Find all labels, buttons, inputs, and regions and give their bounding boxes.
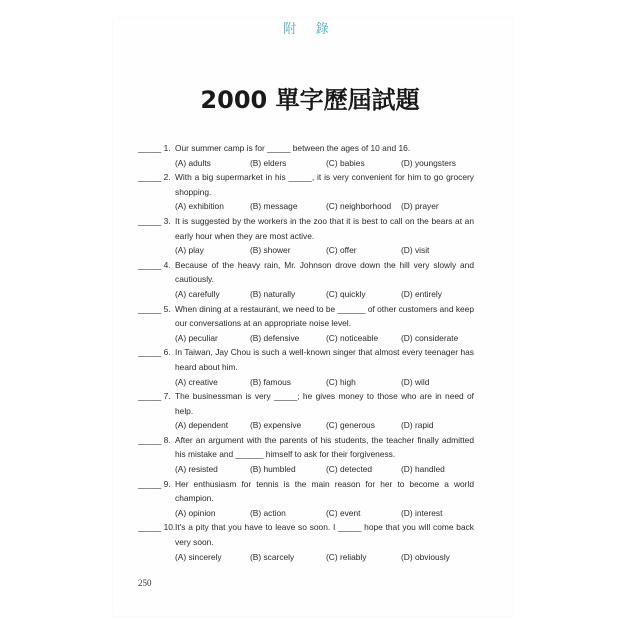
question-text: Her enthusiasm for tennis is the main reason for her to become a world champion.	[175, 478, 474, 504]
option-row	[175, 287, 474, 302]
option-row	[175, 243, 474, 258]
option-row	[175, 156, 474, 171]
option-c: (C) reliably	[326, 551, 367, 562]
option-b: (B) action	[250, 507, 286, 518]
option-c: (C) offer	[326, 245, 357, 256]
option-d: (D) wild	[401, 376, 430, 387]
question-text: The businessman is very _____; he gives money to those who are in need of help.	[175, 391, 474, 416]
question-number: _____ 4.	[138, 259, 171, 270]
question-text: With a big supermarket in his _____, it is very convenient for him to go grocery shopping.	[175, 172, 474, 197]
question-item	[138, 170, 474, 214]
question-number: _____ 6.	[138, 347, 171, 358]
question-number: _____ 5.	[138, 303, 171, 314]
option-a: (A) play	[175, 245, 204, 256]
option-d: (D) handled	[401, 464, 445, 475]
option-d: (D) rapid	[401, 420, 434, 431]
question-item	[138, 389, 474, 433]
option-c: (C) event	[326, 507, 361, 518]
option-a: (A) peculiar	[175, 332, 218, 343]
question-text: After an argument with the parents of his students, the teacher finally admitted his mistake and ______ himself to ask for their forgiveness.	[175, 434, 474, 460]
option-a: (A) sincerely	[175, 551, 222, 562]
option-row	[175, 506, 474, 521]
option-b: (B) scarcely	[250, 551, 295, 562]
question-item	[138, 258, 474, 302]
option-a: (A) carefully	[175, 288, 220, 299]
option-row	[175, 462, 474, 477]
option-a: (A) resisted	[175, 464, 218, 475]
option-d: (D) prayer	[401, 201, 439, 212]
option-row	[175, 199, 474, 214]
option-b: (B) famous	[250, 376, 291, 387]
option-c: (C) detected	[326, 464, 373, 475]
option-a: (A) opinion	[175, 507, 216, 518]
option-row	[175, 550, 474, 565]
option-b: (B) defensive	[250, 332, 300, 343]
option-row	[175, 375, 474, 390]
question-text: When dining at a restaurant, we need to be ______ of other customers and keep our conversations at an appropriate noise level.	[175, 303, 474, 329]
question-number: _____ 1.	[138, 143, 171, 153]
option-d: (D) youngsters	[401, 157, 456, 168]
option-c: (C) neighborhood	[326, 201, 392, 212]
question-number: _____ 9.	[138, 478, 171, 489]
question-number: _____ 8.	[138, 434, 171, 445]
option-b: (B) naturally	[250, 288, 296, 299]
option-c: (C) babies	[326, 157, 365, 168]
option-c: (C) quickly	[326, 288, 366, 299]
option-b: (B) message	[250, 201, 298, 212]
question-text: It's a pity that you have to leave so soon. I _____ hope that you will come back very soon.	[175, 522, 474, 548]
option-c: (C) high	[326, 376, 356, 387]
question-number: _____ 7.	[138, 391, 171, 402]
option-b: (B) humbled	[250, 464, 296, 475]
option-b: (B) elders	[250, 157, 287, 168]
option-b: (B) expensive	[250, 420, 302, 431]
question-number: _____ 3.	[138, 215, 171, 226]
page-title: 2000 單字歷屆試題	[200, 86, 420, 114]
question-item	[138, 520, 474, 564]
question-number: _____ 10.	[138, 522, 176, 533]
option-d: (D) entirely	[401, 288, 442, 299]
question-item	[138, 141, 474, 170]
option-a: (A) exhibition	[175, 201, 224, 212]
question-item	[138, 433, 474, 477]
question-list	[138, 141, 474, 564]
option-d: (D) obviously	[401, 551, 450, 562]
option-b: (B) shower	[250, 245, 291, 256]
question-text: Because of the heavy rain, Mr. Johnson drove down the hill very slowly and cautiously.	[175, 259, 474, 285]
question-text: It is suggested by the workers in the zoo that it is best to call on the bears at an early hour when they are most active.	[175, 215, 474, 241]
option-d: (D) visit	[401, 245, 430, 256]
option-c: (C) noticeable	[326, 332, 379, 343]
option-d: (D) interest	[401, 507, 443, 518]
question-item	[138, 345, 474, 389]
option-c: (C) generous	[326, 420, 375, 431]
option-row	[175, 331, 474, 346]
option-d: (D) considerate	[401, 332, 459, 343]
question-number: _____ 2.	[138, 172, 171, 183]
option-a: (A) adults	[175, 157, 211, 168]
option-row	[175, 418, 474, 433]
question-text: In Taiwan, Jay Chou is such a well-known singer that almost every teenager has heard about him.	[175, 347, 474, 372]
option-a: (A) creative	[175, 376, 218, 387]
question-item	[138, 214, 474, 258]
question-item	[138, 477, 474, 521]
option-a: (A) dependent	[175, 420, 229, 431]
question-item	[138, 302, 474, 346]
section-header: 附 錄	[283, 21, 337, 36]
page-number: 250	[138, 578, 152, 588]
question-text: Our summer camp is for _____ between the ages of 10 and 16.	[175, 143, 411, 153]
